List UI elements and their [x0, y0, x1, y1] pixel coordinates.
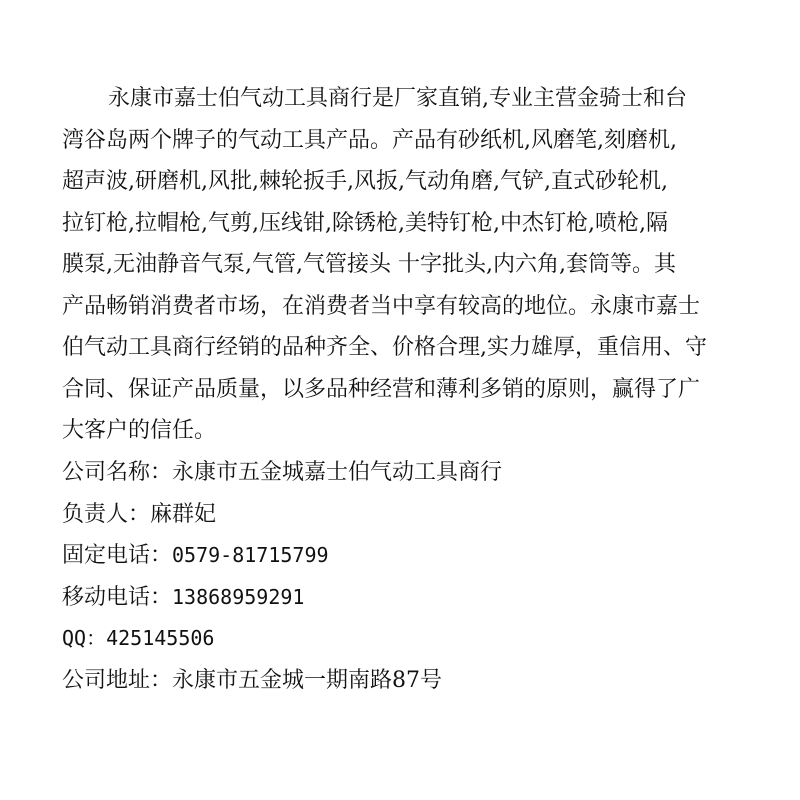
- qq-number: 425145506: [106, 626, 215, 650]
- contact-person: [62, 494, 762, 536]
- contact-list: [62, 452, 762, 701]
- intro-line: 永康市嘉士伯气动工具商行是厂家直销,专业主营金骑士和台: [108, 86, 687, 111]
- contact-company: [62, 452, 762, 494]
- contact-label: 负责人：: [62, 501, 151, 527]
- intro-line: 合同、保证产品质量，以多品种经营和薄利多销的原则，赢得了广: [62, 376, 701, 402]
- contact-label: 公司名称：: [62, 460, 173, 485]
- intro-line: 产品畅销消费者市场，在消费者当中享有较高的地位。永康市嘉士: [62, 293, 701, 319]
- company-name: 永康市五金城嘉士伯气动工具商行: [172, 460, 503, 485]
- intro-line: 拉钉枪,拉帽枪,气剪,压线钳,除锈枪,美特钉枪,中杰钉枪,喷枪,隔: [62, 210, 668, 236]
- intro-line: 超声波,研磨机,风批,棘轮扳手,风扳,气动角磨,气铲,直式砂轮机,: [62, 169, 668, 194]
- contact-landline: [62, 535, 762, 577]
- intro-line: 大客户的信任。: [62, 418, 217, 443]
- mobile-number: 13868959291: [172, 584, 305, 609]
- contact-mobile: [62, 577, 762, 619]
- person-name: 麻群妃: [150, 501, 217, 527]
- contact-label: 公司地址：: [62, 667, 173, 693]
- intro-line: 伯气动工具商行经销的品种齐全、价格合理,实力雄厚，重信用、守: [62, 335, 707, 360]
- contact-label: QQ：: [62, 626, 107, 650]
- address-text: 永康市五金城一期南路87号: [172, 667, 443, 693]
- contact-label: 移动电话：: [62, 584, 173, 610]
- intro-paragraph: [62, 78, 762, 452]
- contact-qq: [62, 618, 762, 660]
- landline-number: 0579-81715799: [172, 543, 329, 567]
- intro-line: 湾谷岛两个牌子的气动工具产品。产品有砂纸机,风磨笔,刻磨机,: [62, 127, 677, 153]
- contact-label: 固定电话：: [62, 543, 173, 568]
- intro-line: 膜泵,无油静音气泵,气管,气管接头 十字批头,内六角,套筒等。其: [62, 252, 676, 277]
- contact-address: [62, 660, 762, 702]
